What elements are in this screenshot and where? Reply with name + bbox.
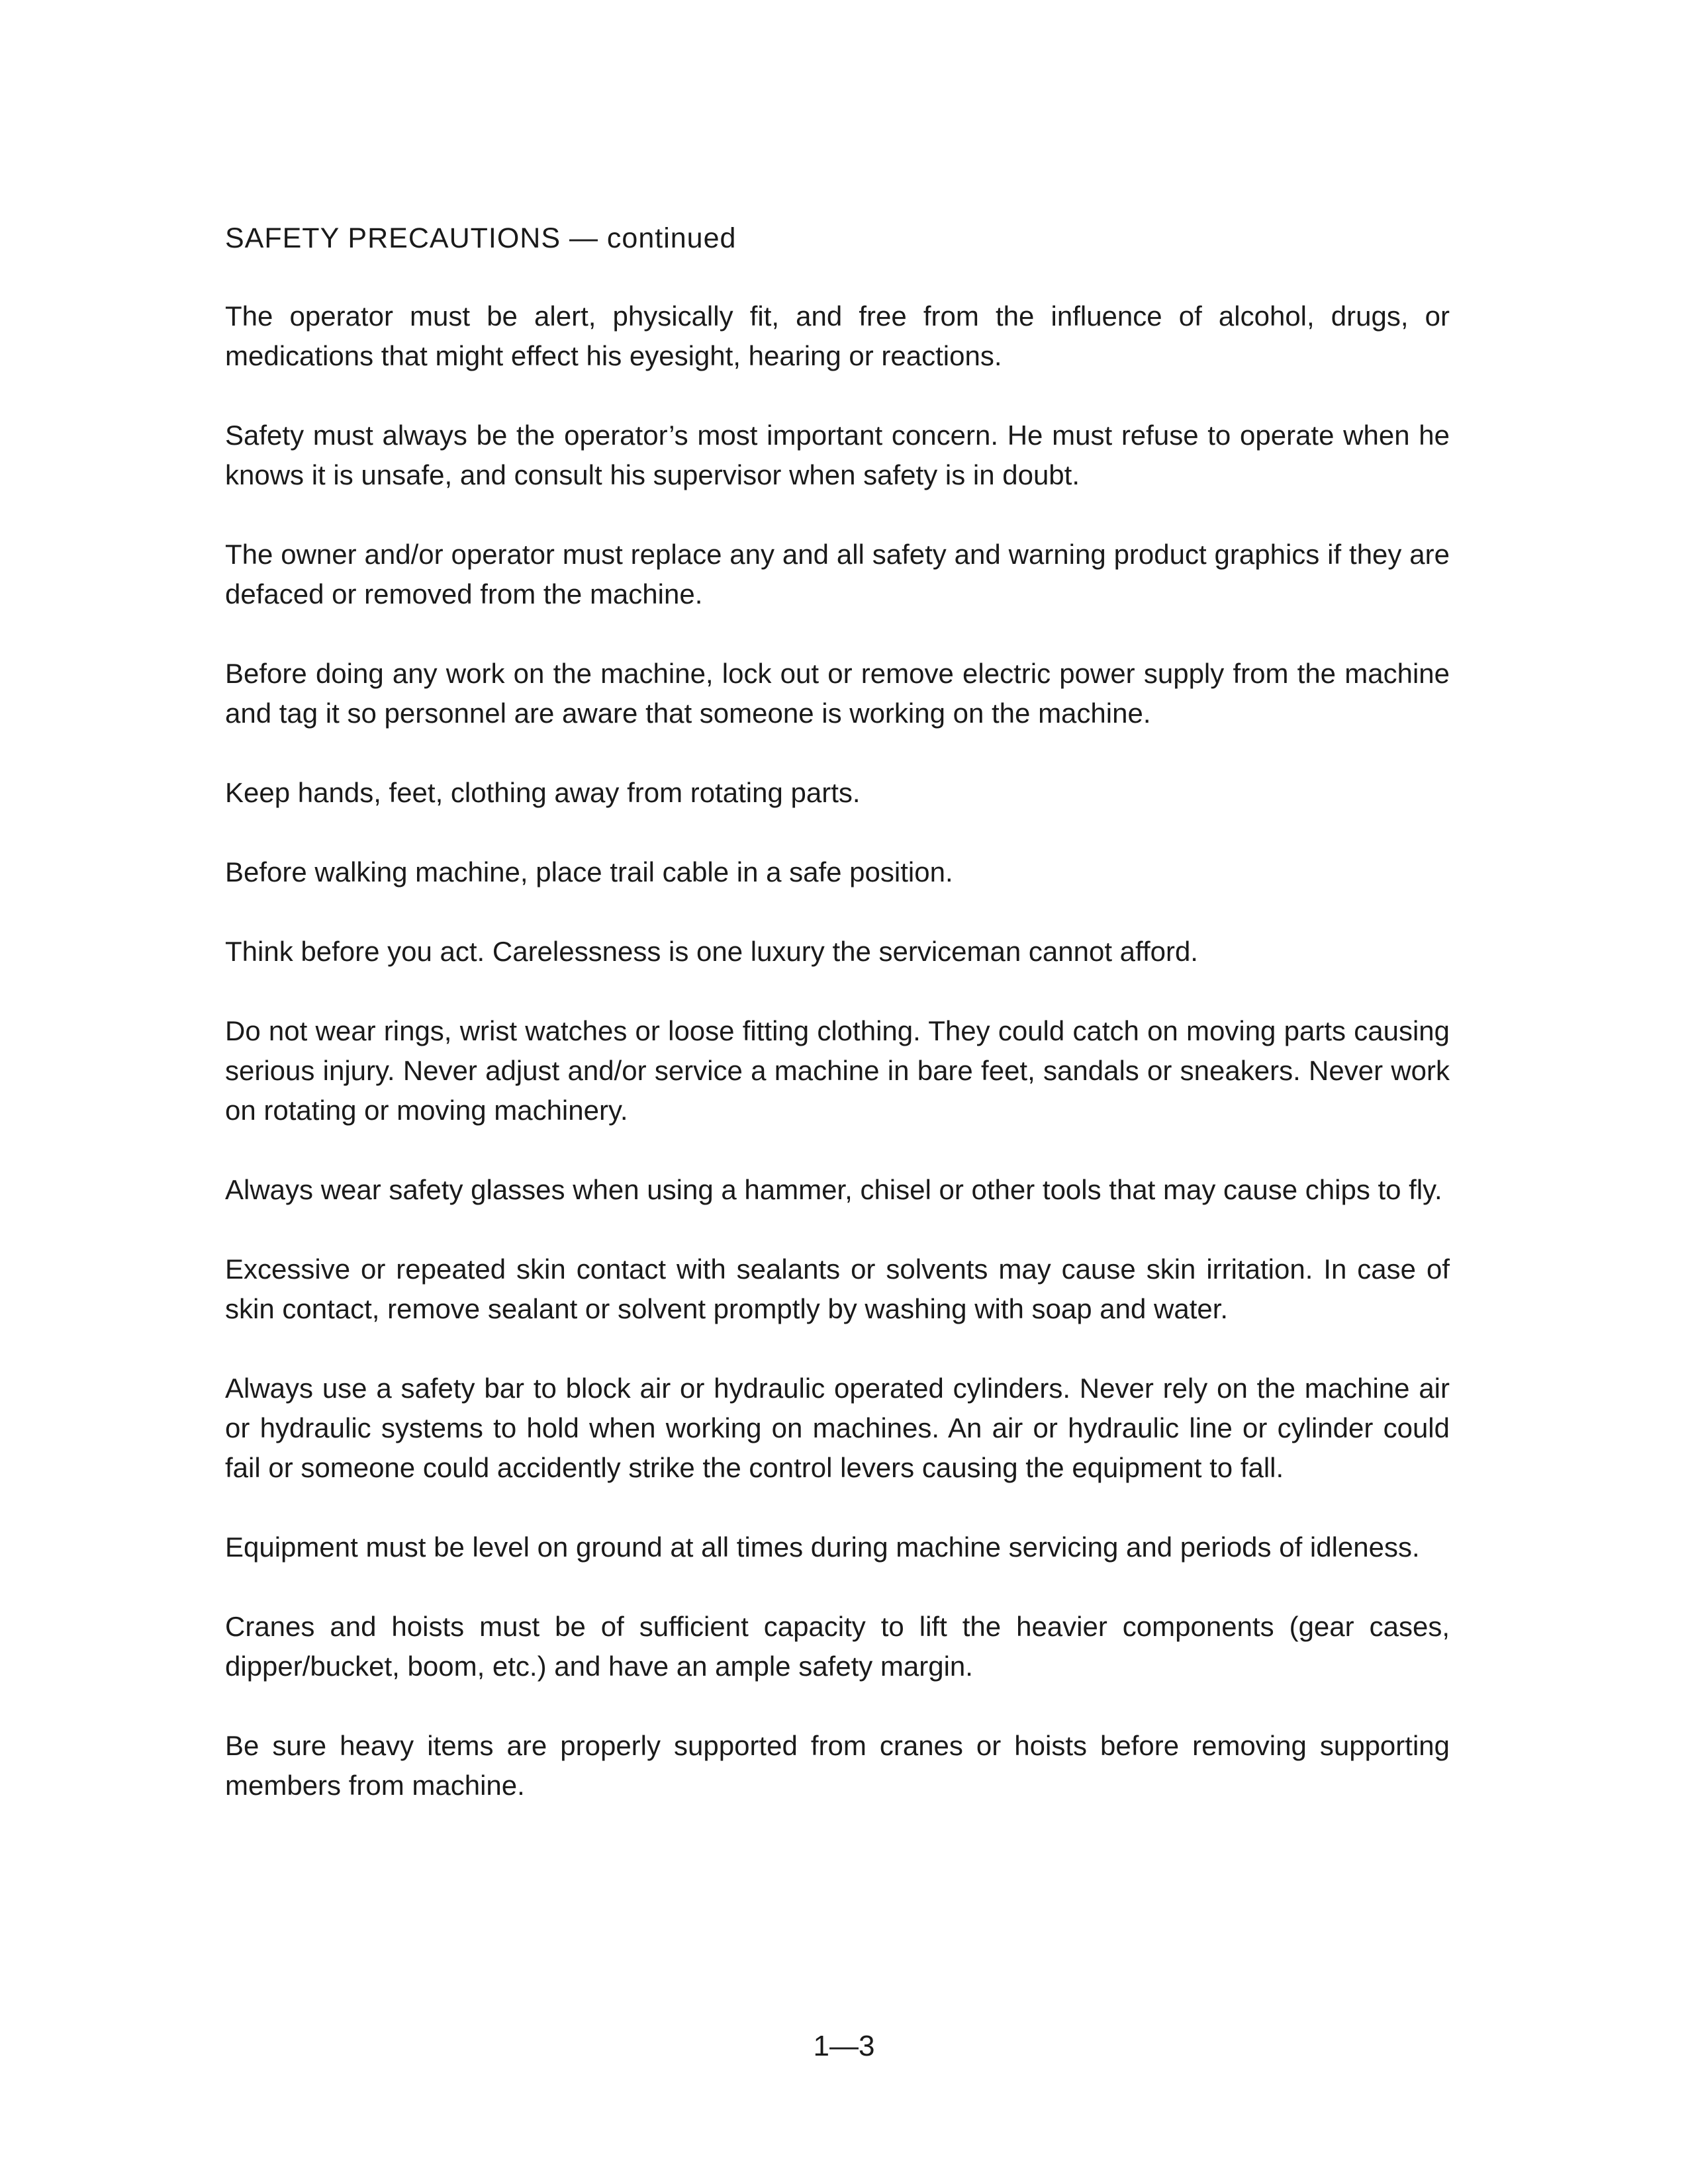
page-number: 1—3 <box>813 2030 875 2062</box>
paragraph-product-graphics: The owner and/or operator must replace any and all safety and warning product graphics if they are defaced or removed from the machine. <box>225 539 1450 610</box>
paragraph-think-before-act: Think before you act. Carelessness is one luxury the serviceman cannot afford. <box>225 936 1198 967</box>
paragraph-trail-cable: Before walking machine, place trail cable in a safe position. <box>225 856 953 887</box>
document-page <box>225 218 1450 1845</box>
paragraph-clothing: Do not wear rings, wrist watches or loose fitting clothing. They could catch on moving parts causing serious injury. Never adjust and/or service a machine in bare feet, sandals or sneakers. Never work on rotating or moving machinery. <box>225 1015 1450 1126</box>
paragraph-safety-bar: Always use a safety bar to block air or hydraulic operated cylinders. Never rely on the machine air or hydraulic systems to hold when working on machines. An air or hydraulic line or cylinder could fail or someone could accidently strike the control levers causing the equipment to fall. <box>225 1373 1450 1483</box>
paragraph-rotating-parts: Keep hands, feet, clothing away from rotating parts. <box>225 777 861 808</box>
paragraph-level-ground: Equipment must be level on ground at all times during machine servicing and periods of idleness. <box>225 1531 1420 1563</box>
paragraph-cranes-hoists: Cranes and hoists must be of sufficient capacity to lift the heavier components (gear cases, dipper/bucket, boom, etc.) and have an ample safety margin. <box>225 1611 1450 1682</box>
paragraph-heavy-items: Be sure heavy items are properly supported from cranes or hoists before removing supporting members from machine. <box>225 1730 1450 1801</box>
paragraph-lock-out-power: Before doing any work on the machine, lock out or remove electric power supply from the machine and tag it so personnel are aware that someone is working on the machine. <box>225 658 1450 729</box>
paragraph-safety-concern: Safety must always be the operator’s most important concern. He must refuse to operate when he knows it is unsafe, and consult his supervisor when safety is in doubt. <box>225 420 1450 490</box>
section-heading: SAFETY PRECAUTIONS — continued <box>225 222 737 254</box>
paragraph-safety-glasses: Always wear safety glasses when using a hammer, chisel or other tools that may cause chips to fly. <box>225 1174 1442 1205</box>
paragraph-skin-contact: Excessive or repeated skin contact with sealants or solvents may cause skin irritation. In case of skin contact, remove sealant or solvent promptly by washing with soap and water. <box>225 1253 1450 1324</box>
paragraph-operator-fitness: The operator must be alert, physically fit, and free from the influence of alcohol, drugs, or medications that might effect his eyesight, hearing or reactions. <box>225 300 1450 371</box>
